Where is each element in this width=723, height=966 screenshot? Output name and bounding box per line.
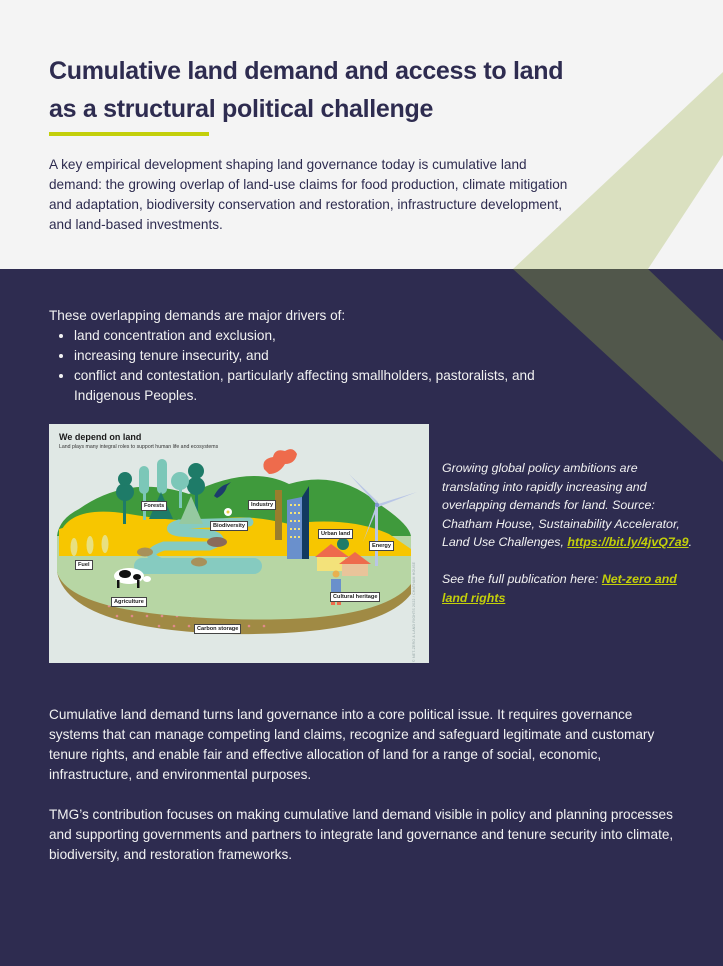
label-forests: Forests [141, 501, 167, 511]
drivers-block [49, 306, 569, 406]
drivers-list-item: • increasing tenure insecurity, and [74, 346, 569, 366]
label-cultural-heritage: Cultural heritage [330, 592, 380, 602]
title-line-1: Cumulative land demand and access to land [49, 57, 564, 85]
label-fuel: Fuel [75, 560, 93, 570]
drivers-lead: These overlapping demands are major drivers of: [49, 308, 346, 323]
header-section [0, 0, 723, 269]
infographic-credit: © NET-ZERO & LAND RIGHTS 2022 / CHATHAM HOUSE [412, 561, 416, 662]
label-industry: Industry [248, 500, 276, 510]
label-biodiversity: Biodiversity [210, 521, 248, 531]
caption-text: Growing global policy ambitions are translating into rapidly increasing and overlapping demands for land. Source: Chatham House, Sustainability Accelerator, Land Use Challenges, [442, 461, 680, 549]
publication-link[interactable]: Net-zero and land rights [442, 572, 677, 605]
title-underline [49, 132, 209, 136]
title-line-2: as a structural political challenge [49, 95, 434, 123]
label-carbon-storage: Carbon storage [194, 624, 241, 634]
body-paragraph-2: TMG’s contribution focuses on making cumulative land demand visible in policy and planning processes and supporting governments and partners to integrate land governance and tenure security into climate, biodiversity, and restoration frameworks. [49, 807, 674, 862]
land-infographic [49, 424, 429, 663]
caption-suffix: . [688, 535, 693, 549]
content-section [0, 269, 723, 966]
publication-prefix: See the full publication here: [442, 572, 602, 586]
label-energy: Energy [369, 541, 394, 551]
page-title [49, 52, 649, 128]
infographic-title: We depend on land [59, 432, 142, 442]
drivers-list-item: • conflict and contestation, particularly affecting smallholders, pastoralists, and Indigenous Peoples. [74, 366, 569, 406]
label-agriculture: Agriculture [111, 597, 147, 607]
intro-paragraph: A key empirical development shaping land governance today is cumulative land demand: the growing overlap of land-use claims for food production, climate mitigation and adaptation, biodiversity conservation and restoration, infrastructure development, and land-based investments. [49, 157, 568, 232]
infographic-subtitle: Land plays many integral roles to support human life and ecosystems [59, 444, 219, 450]
drivers-list [49, 326, 569, 406]
drivers-list-item: • land concentration and exclusion, [74, 326, 569, 346]
body-paragraph-1: Cumulative land demand turns land governance into a core political issue. It requires governance systems that can manage competing land claims, recognize and safeguard legitimate and customary tenure rights, and enable fair and effective allocation of land for a range of social, economic, infrastructure, and environmental purposes. [49, 707, 655, 782]
caption-source [442, 459, 692, 552]
caption-publication [442, 570, 692, 607]
label-urban-land: Urban land [318, 529, 353, 539]
figure-caption [442, 459, 692, 607]
source-link[interactable]: https://bit.ly/4jvQ7a9 [567, 535, 689, 549]
